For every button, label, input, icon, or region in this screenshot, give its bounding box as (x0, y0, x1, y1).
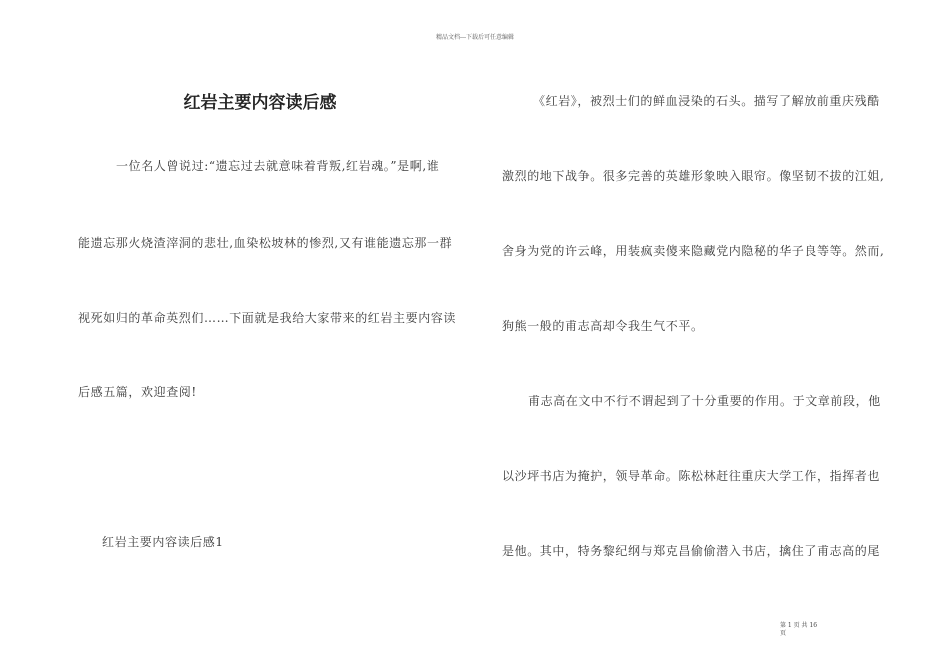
page-number-line-2: 页 (780, 630, 787, 637)
document-title: 红岩主要内容读后感 (183, 93, 337, 113)
right-line-3: 舍身为党的许云峰，用装疯卖傻来隐藏党内隐秘的华子良等等。然而, (502, 244, 885, 258)
left-line-3: 视死如归的革命英烈们……下面就是我给大家带来的红岩主要内容读 (78, 311, 457, 325)
left-line-2: 能遗忘那火烧渣滓洞的悲壮,血染松坡林的惨烈,又有谁能遗忘那一群 (78, 236, 453, 250)
right-line-2: 激烈的地下战争。很多完善的英雄形象映入眼帘。像坚韧不拔的江姐, (502, 169, 885, 183)
right-line-1: 《红岩》，被烈士们的鲜血浸染的石头。描写了解放前重庆残酷 (533, 94, 880, 108)
page-number-line-1: 第 1 页 共 16 (780, 622, 818, 629)
right-line-7: 是他。其中，特务黎纪纲与郑克昌偷偷潜入书店，擒住了甫志高的尾 (502, 544, 881, 558)
left-line-1: 一位名人曾说过:“遗忘过去就意味着背叛,红岩魂。”是啊,谁 (116, 159, 440, 173)
page-number (780, 622, 840, 638)
right-line-6: 以沙坪书店为掩护，领导革命。陈松林赶往重庆大学工作，指挥者也 (502, 469, 881, 483)
left-section-heading: 红岩主要内容读后感1 (102, 535, 224, 549)
right-line-5: 甫志高在文中不行不谓起到了十分重要的作用。于文章前段，他 (528, 394, 881, 408)
left-line-4: 后感五篇，欢迎查阅! (78, 385, 197, 399)
right-line-4: 狗熊一般的甫志高却令我生气不平。 (502, 319, 704, 333)
header-note: 精品文档---下载后可任意编辑 (435, 34, 515, 41)
